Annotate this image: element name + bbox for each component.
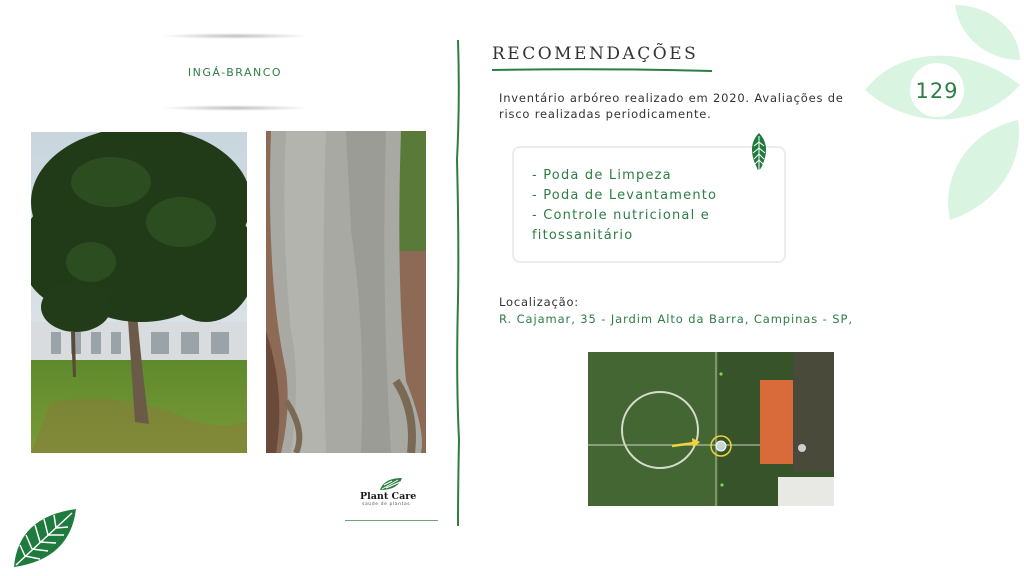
trunk-photo — [266, 131, 426, 453]
vertical-divider — [453, 40, 463, 526]
tree-photo — [31, 132, 247, 453]
location-map — [588, 352, 834, 506]
logo-name: Plant Care — [360, 491, 417, 502]
plant-care-logo — [356, 474, 428, 514]
recommendation-item: - Controle nutricional e fitossanitário — [532, 208, 710, 243]
recommendations-box — [512, 146, 786, 263]
tree-number: 129 — [915, 79, 959, 103]
logo-underline — [345, 520, 438, 521]
leaf-icon — [748, 132, 770, 172]
location-label: Localização: — [499, 295, 579, 309]
logo-tagline: saúde de plantas — [362, 502, 411, 507]
heading-underline — [492, 68, 712, 72]
species-title-card — [150, 36, 320, 108]
leaf-icon — [10, 505, 80, 571]
recommendation-item: - Poda de Levantamento — [532, 188, 718, 203]
decorative-leaves-top-right — [860, 0, 1024, 230]
recommendations-list — [532, 166, 747, 246]
leaf-icon — [378, 476, 404, 492]
species-title: INGÁ-BRANCO — [187, 66, 283, 79]
recommendations-intro: Inventário arbóreo realizado em 2020. Avaliações de risco realizadas periodicamente. — [499, 91, 844, 121]
location-address: R. Cajamar, 35 - Jardim Alto da Barra, Campinas - SP, — [499, 312, 853, 326]
recommendation-item: - Poda de Limpeza — [532, 168, 672, 183]
recommendations-heading: RECOMENDAÇÕES — [492, 44, 699, 64]
